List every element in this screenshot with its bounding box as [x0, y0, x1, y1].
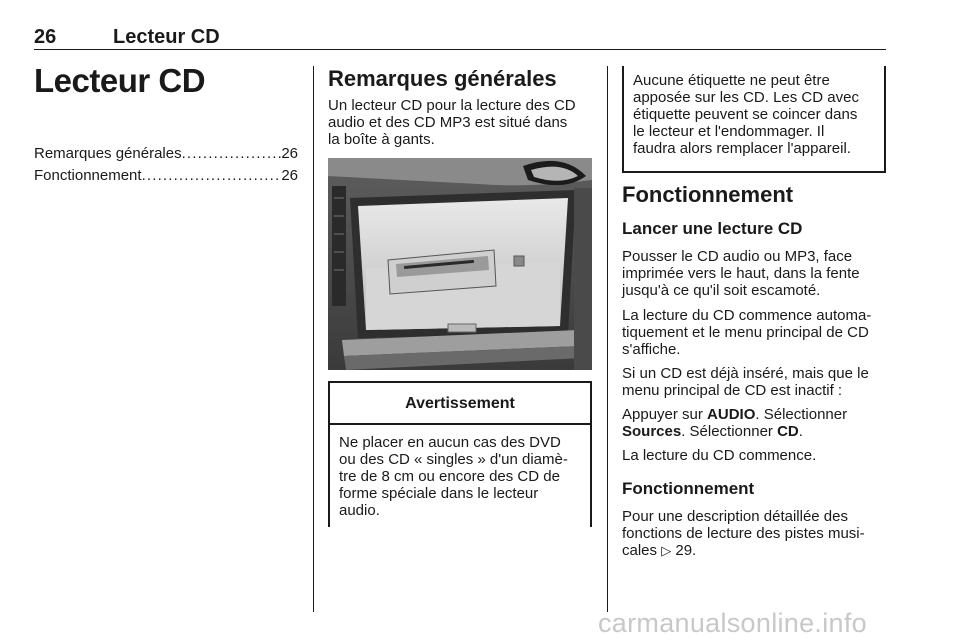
subheading-lancer: Lancer une lecture CD: [622, 219, 803, 238]
column-divider-2: [607, 66, 608, 612]
cd-label: CD: [777, 423, 799, 440]
column-divider-1: [313, 66, 314, 612]
note-text: Aucune étiquette ne peut être apposée sur les CD. Les CD avec étiquette peuvent se coincer dans le lecteur et l'endommager. Il faudra alors remplacer l'appareil.: [633, 72, 859, 157]
toc-entry[interactable]: [34, 167, 298, 184]
warning-text: Ne placer en aucun cas des DVD ou des CD « singles » d'un diamè- tre de 8 cm ou encore des CD de forme spéciale dans le lecteur audio.: [339, 434, 568, 519]
paragraph-autoplay: La lecture du CD commence automa- tiquement et le menu principal de CD s'affiche.: [622, 307, 872, 358]
chapter-title: Lecteur CD: [34, 62, 206, 99]
warning-box: [328, 381, 592, 527]
paragraph-playback-starts: La lecture du CD commence.: [622, 447, 817, 464]
toc-entry-page: 26: [281, 145, 298, 162]
page-reference-arrow-icon: ▷: [661, 543, 672, 558]
running-header: Lecteur CD: [113, 26, 220, 48]
header-rule: [34, 49, 886, 50]
watermark: carmanualsonline.info: [598, 608, 867, 638]
paragraph-insert: Pousser le CD audio ou MP3, face imprimée vers le haut, dans la fente jusqu'à ce qu'il soit escamoté.: [622, 248, 860, 299]
subheading-fonctionnement: Fonctionnement: [622, 479, 755, 498]
page-reference[interactable]: 29.: [675, 542, 697, 559]
toc-leader: [142, 167, 282, 184]
toc-entry[interactable]: [34, 145, 298, 162]
intro-paragraph: Un lecteur CD pour la lecture des CD audio et des CD MP3 est situé dans la boîte à gants.: [328, 97, 576, 148]
toc-entry-label: Fonctionnement: [34, 167, 142, 184]
paragraph-already-inserted: Si un CD est déjà inséré, mais que le menu principal de CD est inactif :: [622, 365, 869, 399]
audio-button-label: AUDIO: [707, 406, 756, 423]
toc-entry-label: Remarques générales: [34, 145, 182, 162]
warning-divider: [330, 423, 590, 425]
note-box: [622, 66, 886, 173]
section-heading-fonctionnement: Fonctionnement: [622, 182, 794, 207]
glovebox-cd-player-photo: [328, 158, 592, 370]
paragraph-description: Pour une description détaillée des fonctions de lecture des pistes musi- cales ▷ 29.: [622, 508, 865, 559]
section-heading: Remarques générales: [328, 66, 557, 91]
warning-title: Avertissement: [405, 395, 515, 412]
toc-leader: [182, 145, 282, 162]
page-number: 26: [34, 26, 57, 48]
paragraph-instructions: Appuyer sur AUDIO. Sélectionner Sources. Sélectionner CD.: [622, 406, 848, 440]
toc-entry-page: 26: [281, 167, 298, 184]
sources-label: Sources: [622, 423, 682, 440]
